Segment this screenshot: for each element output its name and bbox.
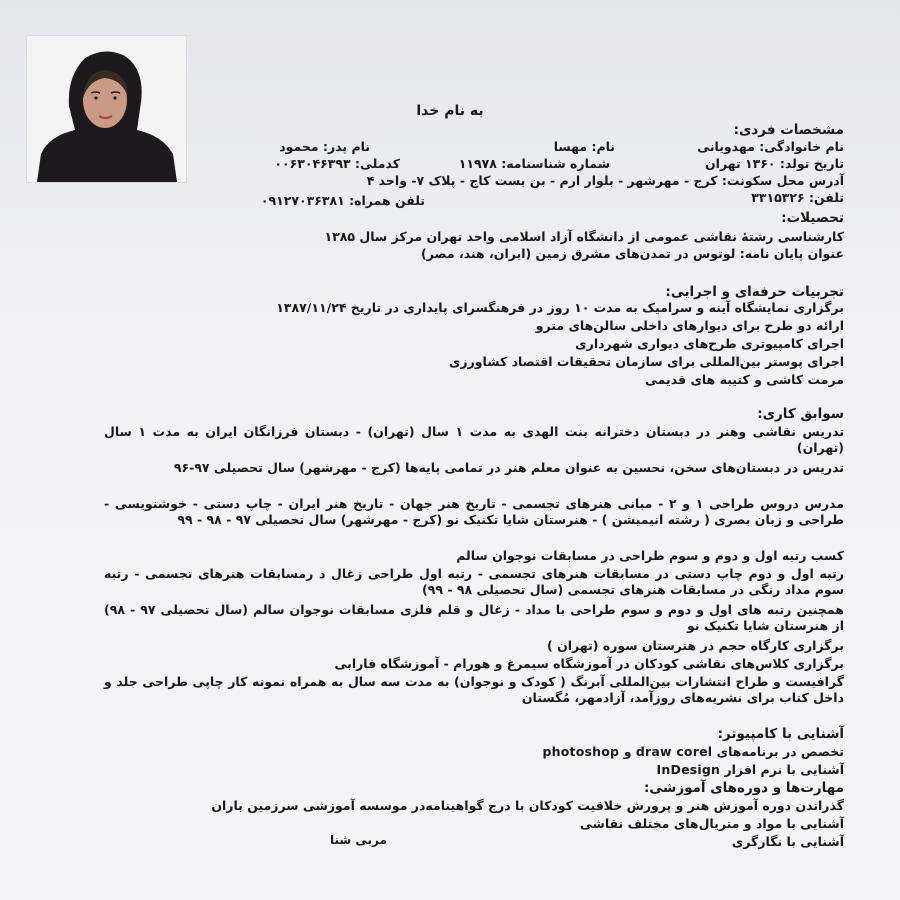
swim-coach-note: مربی شنا <box>330 833 387 847</box>
list-item: مدرس دروس طراحی ۱ و ۲ - مبانی هنرهای تجسمی - تاریخ هنر جهان - تاریخ هنر ایران - چاپ دستی - خوشنویسی - طراحی و زبان بصری ( رشته انیمیشن ) - هنرستان شایا تکنیک نو (کرج - مهرشهر) سال تحصیلی ۹۷ - ۹۸ - ۹۹ <box>104 496 844 527</box>
personal-heading: مشخصات فردی: <box>733 122 844 138</box>
work-heading: سوابق کاری: <box>757 406 844 422</box>
education-heading: تحصیلات: <box>781 210 844 226</box>
list-item: اجرای کامپیوتری طرح‌های دیواری شهرداری <box>575 336 844 351</box>
skills-heading: مهارت‌ها و دوره‌های آموزشی: <box>643 780 844 796</box>
list-item: برگزاری کارگاه حجم در هنرستان سوره (تهران ) <box>547 638 844 653</box>
list-item: گذراندن دوره آموزش هنر و پرورش خلاقیت کودکان با درج گواهینامه‌در موسسه آموزشی سرزمین باران <box>211 798 844 813</box>
list-item: اجرای پوستر بین‌المللی برای سازمان تحقیقات اقتصاد کشاورزی <box>448 354 844 369</box>
list-item: تدریس در دبستان‌های سخن، تحسین به عنوان معلم هنر در تمامی پایه‌ها (کرج - مهرشهر) سال تحصیلی ۹۷-۹۶ <box>173 460 844 475</box>
mobile: تلفن همراه: ۰۹۱۲۷۰۳۶۳۸۱ <box>260 193 425 208</box>
list-item: آشنایی با مواد و متریال‌های مختلف نقاشی <box>579 816 844 831</box>
national-code: کدملی: ۰۰۶۳۰۴۶۳۹۳ <box>274 156 400 171</box>
page-title: به نام خدا <box>416 103 484 119</box>
computer-line-2 <box>657 762 844 778</box>
address: آدرس محل سکونت: کرج - مهرشهر - بلوار ارم - بن بست کاج - پلاک ۷- واحد ۴ <box>366 173 844 188</box>
computer-line-1-apps: photoshop و draw corel <box>542 744 713 759</box>
list-item: رتبه اول و دوم چاپ دستی در مسابقات هنرهای تجسمی - رتبه اول طراحی زغال د رمسابقات هنرهای تجسمی - رتبه سوم مداد رنگی در مسابقات هنرهای تجسمی (سال تحصیلی ۹۸ - ۹۹) <box>104 566 844 597</box>
computer-line-1-prefix: تخصص در برنامه‌های <box>716 744 844 759</box>
list-item: آشنایی با نگارگری <box>731 834 844 849</box>
computer-line-2-app: InDesign <box>656 762 721 777</box>
list-item: ارائه دو طرح برای دیوارهای داخلی سالن‌های مترو <box>535 318 844 333</box>
list-item: همچنین رتبه های اول و دوم و سوم طراحی با مداد - زغال و قلم فلزی مسابقات نوجوان سالم (سال تحصیلی ۹۷ - ۹۸) از هنرستان شایا تکنیک نو <box>104 602 844 633</box>
list-item: مرمت کاشی و کتیبه های قدیمی <box>644 372 844 387</box>
list-item: تدریس نقاشی وهنر در دبستان دخترانه بنت الهدی به مدت ۱ سال (تهران) - دبستان فرزانگان ایران به مدت ۱ سال (تهران) <box>104 424 845 455</box>
list-item: گرافیست و طراح انتشارات بین‌المللی آبرنگ ( کودک و نوجوان) به مدت سه سال به همراه نمونه کار چاپی طراحی جلد و داخل کتاب برای نشریه‌های روزآمد، آزادمهر، مُگستان <box>104 674 844 705</box>
education-degree: کارشناسی رشتهٔ نقاشی عمومی از دانشگاه آزاد اسلامی واحد تهران مرکز سال ۱۳۸۵ <box>324 229 844 244</box>
computer-line-2-prefix: آشنایی با نرم افزار <box>724 762 844 777</box>
education-thesis: عنوان پایان نامه: لوتوس در تمدن‌های مشرق زمین (ایران، هند، مصر) <box>421 246 844 261</box>
computer-heading: آشنایی با کامپیوتر: <box>717 726 844 742</box>
last-name: نام خانوادگی: مهدویانی <box>697 139 844 154</box>
list-item: برگزاری نمایشگاه آینه و سرامیک به مدت ۱۰ روز در فرهنگسرای پایداری در تاریخ ۱۳۸۷/۱۱/۲۴ <box>276 300 844 315</box>
father-name: نام پدر: محمود <box>279 139 370 154</box>
computer-line-1 <box>543 744 845 760</box>
id-number: شماره شناسنامه: ۱۱۹۷۸ <box>458 156 610 171</box>
phone: تلفن: ۳۳۱۵۳۲۶ <box>751 190 844 205</box>
first-name: نام: مهسا <box>553 139 615 154</box>
list-item: کسب رتبه اول و دوم و سوم طراحی در مسابقات نوجوان سالم <box>456 548 844 563</box>
experience-heading: تجربیات حرفه‌ای و اجرایی: <box>665 284 844 300</box>
birth-info: تاریخ تولد: ۱۳۶۰ تهران <box>705 156 844 171</box>
list-item: برگزاری کلاس‌های نقاشی کودکان در آموزشگاه سیمرغ و هورام - آموزشگاه فارابی <box>334 656 844 671</box>
